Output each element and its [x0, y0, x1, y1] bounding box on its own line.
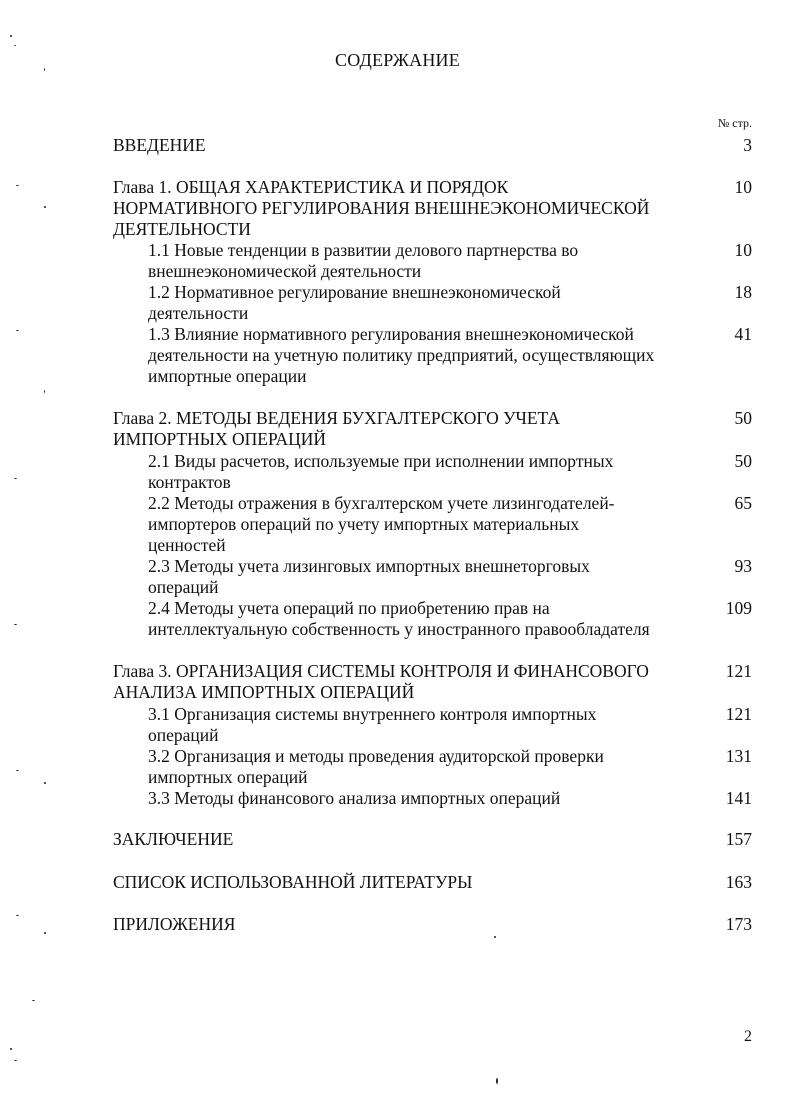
scan-speck: [32, 1000, 35, 1001]
toc-page-number: 121: [725, 661, 752, 681]
scan-speck: [44, 68, 45, 71]
toc-page-number: 121: [725, 704, 752, 724]
toc-section-2-4-line: интеллектуальную собственность у иностранного правообладателя: [148, 619, 650, 639]
toc-section-2-1-line: 2.1 Виды расчетов, используемые при исполнении импортных: [148, 451, 614, 471]
scan-speck: [44, 390, 45, 393]
toc-page-number: 18: [734, 282, 752, 302]
scan-speck: [16, 770, 19, 771]
toc-entry-conclusion: ЗАКЛЮЧЕНИЕ: [113, 829, 234, 849]
toc-section-2-2-line: импортеров операций по учету импортных материальных: [148, 514, 580, 534]
toc-page-number: 50: [734, 451, 752, 471]
toc-page-number: 3: [743, 135, 752, 155]
toc-page-number: 10: [734, 177, 752, 197]
scan-speck: [16, 185, 19, 186]
page-column-header: № стр.: [717, 116, 752, 130]
toc-chapter-1-line: ДЕЯТЕЛЬНОСТИ: [113, 219, 251, 239]
scan-speck: [10, 35, 12, 37]
scan-speck: [44, 206, 46, 208]
toc-section-1-3-line: 1.3 Влияние нормативного регулирования внешнеэкономической: [148, 324, 634, 344]
toc-chapter-2-line: ИМПОРТНЫХ ОПЕРАЦИЙ: [113, 429, 327, 449]
scan-speck: [14, 1060, 17, 1061]
toc-section-3-1-line: операций: [148, 725, 219, 745]
toc-section-3-1-line: 3.1 Организация системы внутреннего контроля импортных: [148, 704, 597, 724]
toc-page-number: 131: [725, 746, 752, 766]
scan-speck: [494, 936, 496, 938]
toc-entry-references: СПИСОК ИСПОЛЬЗОВАННОЙ ЛИТЕРАТУРЫ: [113, 872, 473, 892]
toc-section-2-4-line: 2.4 Методы учета операций по приобретению прав на: [148, 598, 550, 618]
toc-section-2-3-line: операций: [148, 577, 219, 597]
scan-speck: [496, 1078, 498, 1084]
toc-page-number: 65: [734, 493, 752, 513]
toc-section-1-1-line: внешнеэкономической деятельности: [148, 261, 422, 281]
toc-chapter-3-line: Глава 3. ОРГАНИЗАЦИЯ СИСТЕМЫ КОНТРОЛЯ И ФИНАНСОВОГО: [113, 661, 649, 681]
toc-section-1-3-line: деятельности на учетную политику предприятий, осуществляющих: [148, 345, 655, 365]
toc-page-number: 157: [725, 829, 752, 849]
toc-section-1-2-line: 1.2 Нормативное регулирование внешнеэкономической: [148, 282, 561, 302]
scan-speck: [14, 478, 17, 479]
toc-section-1-3-line: импортные операции: [148, 366, 307, 386]
toc-page-number: 41: [734, 324, 752, 344]
toc-section-2-1-line: контрактов: [148, 472, 231, 492]
toc-chapter-2-line: Глава 2. МЕТОДЫ ВЕДЕНИЯ БУХГАЛТЕРСКОГО УЧЕТА: [113, 408, 560, 428]
toc-page-number: 50: [734, 408, 752, 428]
toc-section-1-1-line: 1.1 Новые тенденции в развитии делового партнерства во: [148, 240, 579, 260]
toc-section-2-2-line: ценностей: [148, 535, 226, 555]
toc-page-number: 173: [725, 914, 752, 934]
scan-speck: [16, 915, 19, 916]
scan-speck: [44, 782, 46, 784]
toc-section-3-3-line: 3.3 Методы финансового анализа импортных операций: [148, 788, 561, 808]
scan-speck: [10, 1048, 12, 1050]
scan-speck: [14, 624, 17, 625]
toc-entry-appendices: ПРИЛОЖЕНИЯ: [113, 914, 236, 934]
toc-section-3-2-line: 3.2 Организация и методы проведения аудиторской проверки: [148, 746, 604, 766]
toc-page-number: 93: [734, 556, 752, 576]
page-title: СОДЕРЖАНИЕ: [335, 50, 460, 70]
toc-entry-introduction: ВВЕДЕНИЕ: [113, 135, 206, 155]
toc-section-1-2-line: деятельности: [148, 303, 249, 323]
scan-speck: [14, 45, 16, 46]
toc-chapter-1-line: НОРМАТИВНОГО РЕГУЛИРОВАНИЯ ВНЕШНЕЭКОНОМИЧЕСКОЙ: [113, 198, 650, 218]
page-number: 2: [744, 1028, 752, 1045]
toc-section-2-3-line: 2.3 Методы учета лизинговых импортных внешнеторговых: [148, 556, 590, 576]
toc-page-number: 109: [725, 598, 752, 618]
toc-page-number: 141: [725, 788, 752, 808]
toc-page-number: 163: [725, 872, 752, 892]
toc-section-3-2-line: импортных операций: [148, 767, 308, 787]
toc-section-2-2-line: 2.2 Методы отражения в бухгалтерском учете лизингодателей-: [148, 493, 615, 513]
toc-chapter-1-line: Глава 1. ОБЩАЯ ХАРАКТЕРИСТИКА И ПОРЯДОК: [113, 177, 509, 197]
scan-speck: [44, 932, 46, 934]
toc-chapter-3-line: АНАЛИЗА ИМПОРТНЫХ ОПЕРАЦИЙ: [113, 682, 415, 702]
scan-speck: [16, 330, 19, 331]
toc-page-number: 10: [734, 240, 752, 260]
